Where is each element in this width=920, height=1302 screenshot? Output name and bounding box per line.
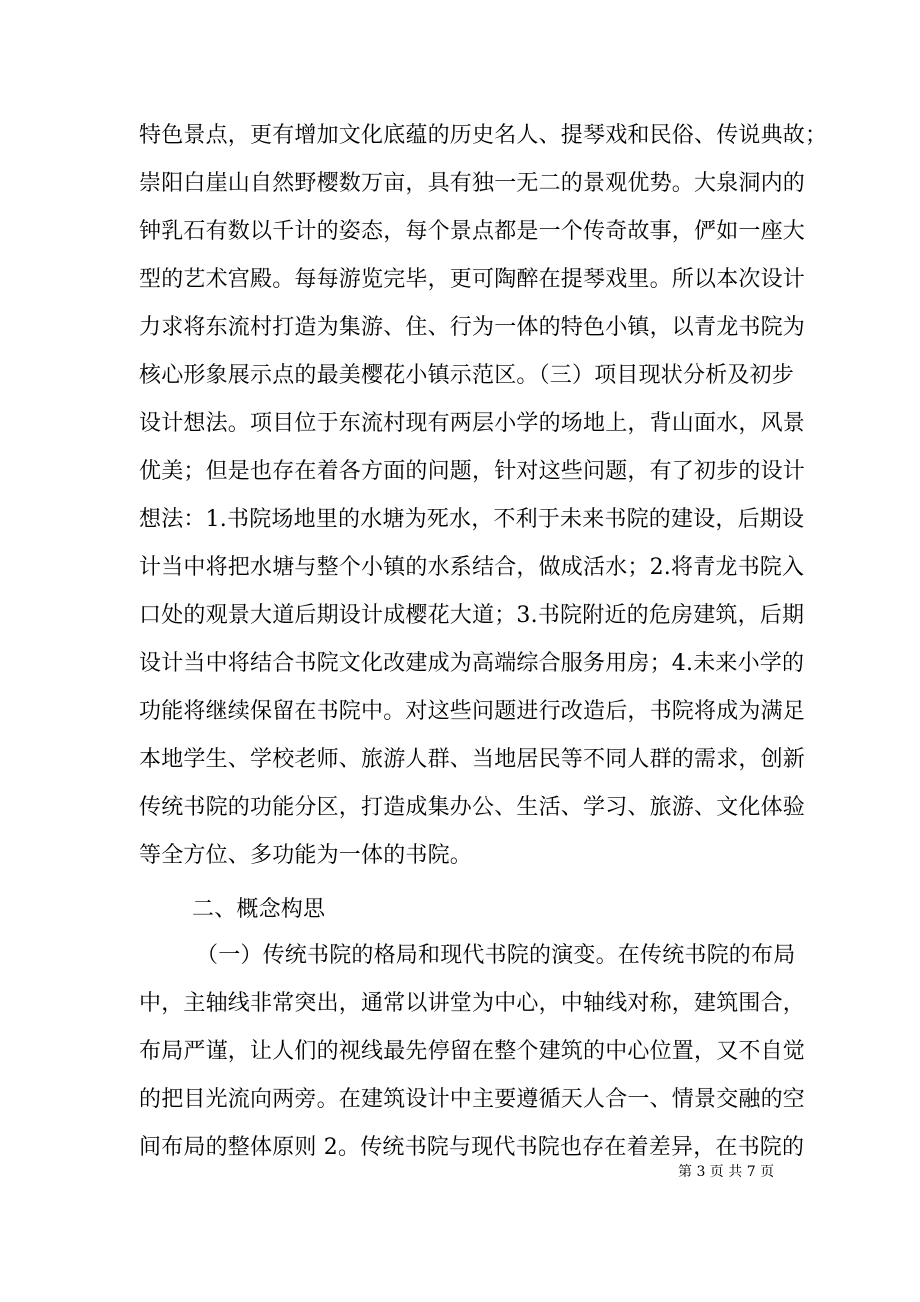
body-text-line: 核心形象展示点的最美樱花小镇示范区。（三）项目现状分析及初步 bbox=[139, 363, 795, 388]
body-text-line: 口处的观景大道后期设计成樱花大道；3.书院附近的危房建筑，后期 bbox=[139, 603, 805, 628]
body-text-line: 中，主轴线非常突出，通常以讲堂为中心，中轴线对称，建筑围合， bbox=[139, 991, 806, 1016]
body-text-line: 传统书院的功能分区，打造成集办公、生活、学习、旅游、文化体验 bbox=[139, 795, 806, 820]
body-text-line: 优美；但是也存在着各方面的问题，针对这些问题，有了初步的设计 bbox=[139, 459, 806, 484]
page-number-footer: 第 3 页 共 7 页 bbox=[678, 1164, 775, 1180]
body-text-line: 钟乳石有数以千计的姿态，每个景点都是一个传奇故事，俨如一座大 bbox=[139, 219, 806, 244]
body-text-line: 想法：1.书院场地里的水塘为死水，不利于未来书院的建设，后期设 bbox=[139, 507, 805, 532]
body-text-line: 设计当中将结合书院文化改建成为高端综合服务用房；4.未来小学的 bbox=[139, 651, 805, 676]
body-text-line: 崇阳白崖山自然野樱数万亩，具有独一无二的景观优势。大泉洞内的 bbox=[139, 171, 806, 196]
body-text-line: 等全方位、多功能为一体的书院。 bbox=[139, 843, 473, 868]
section-heading: 二、概念构思 bbox=[192, 897, 326, 922]
body-text-line: 计当中将把水塘与整个小镇的水系结合，做成活水；2.将青龙书院入 bbox=[139, 555, 805, 580]
body-text-line: 功能将继续保留在书院中。对这些问题进行改造后，书院将成为满足 bbox=[139, 699, 806, 724]
body-text-line: 间布局的整体原则 2。传统书院与现代书院也存在着差异，在书院的 bbox=[139, 1135, 805, 1160]
body-text-line: 型的艺术宫殿。每每游览完毕，更可陶醉在提琴戏里。所以本次设计 bbox=[139, 267, 806, 292]
body-text-line: 布局严谨，让人们的视线最先停留在整个建筑的中心位置，又不自觉 bbox=[139, 1039, 806, 1064]
body-text-line: 力求将东流村打造为集游、住、行为一体的特色小镇，以青龙书院为 bbox=[139, 315, 806, 340]
body-text-line: 的把目光流向两旁。在建筑设计中主要遵循天人合一、情景交融的空 bbox=[139, 1087, 806, 1112]
body-text-line: 本地学生、学校老师、旅游人群、当地居民等不同人群的需求，创新 bbox=[139, 747, 806, 772]
body-text-line: （一）传统书院的格局和现代书院的演变。在传统书院的布局 bbox=[196, 943, 796, 968]
body-text-line: 设计想法。项目位于东流村现有两层小学的场地上，背山面水，风景 bbox=[139, 411, 806, 436]
body-text-line: 特色景点，更有增加文化底蕴的历史名人、提琴戏和民俗、传说典故； bbox=[139, 123, 828, 148]
